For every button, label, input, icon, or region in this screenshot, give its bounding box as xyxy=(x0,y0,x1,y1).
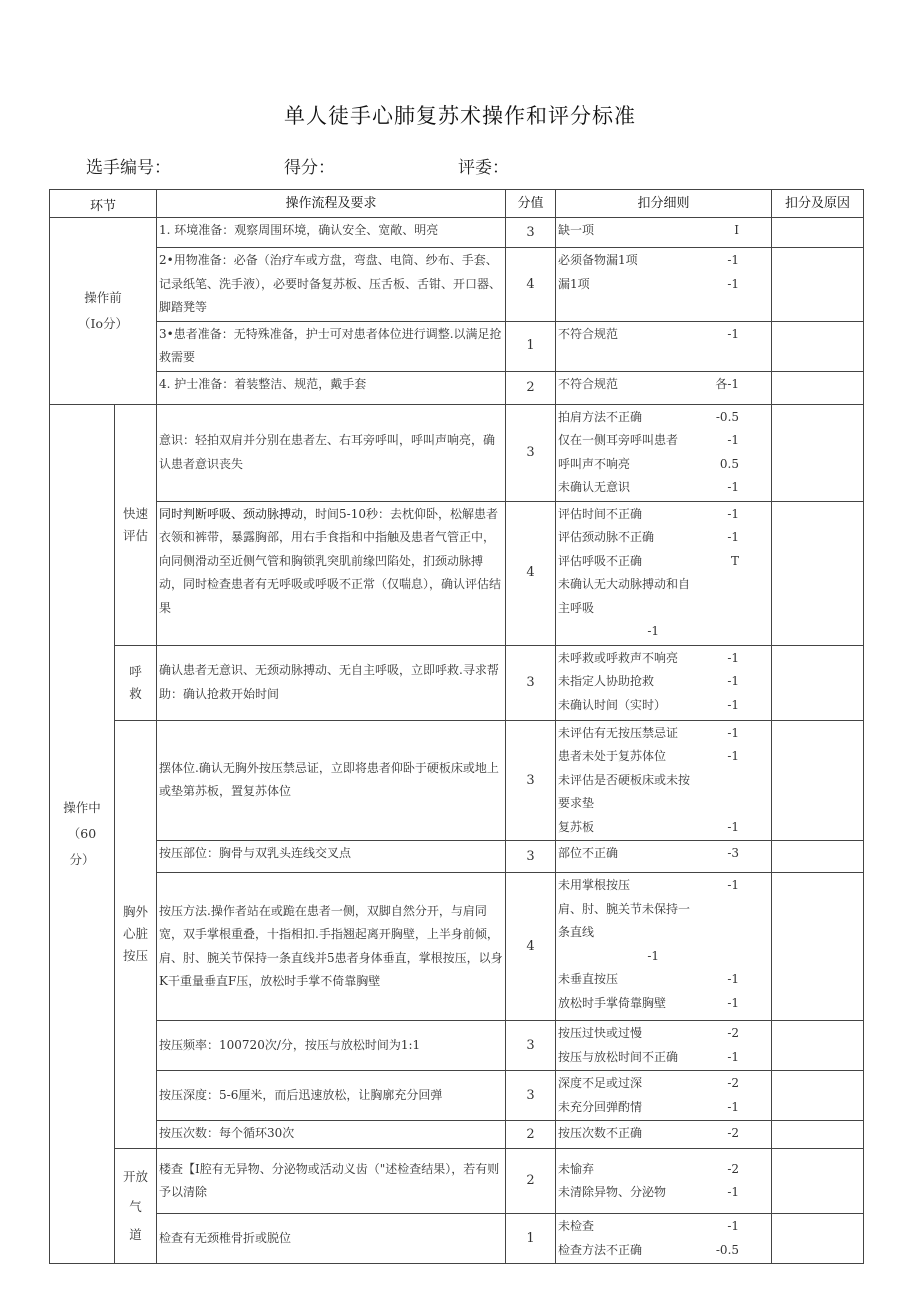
reason-cell xyxy=(772,1121,864,1149)
sub-chest-compression: 胸外 心脏 按压 xyxy=(115,720,157,1149)
table-header-row xyxy=(50,190,864,218)
reason-cell xyxy=(772,645,864,720)
score-label: 得分： xyxy=(284,158,335,178)
deduction-cell: 必须备物漏1项 -1 漏1项 -1 xyxy=(556,248,772,322)
requirement-cell: 4. 护士准备：着装整洁、规范，戴手套 xyxy=(157,371,506,404)
reason-cell xyxy=(772,873,864,1021)
sub-rapid-assessment: 快速 评估 xyxy=(115,404,157,645)
deduction-cell: 未检查 -1 检查方法不正确 -0.5 xyxy=(556,1214,772,1264)
requirement-cell: 同时判断呼吸、颈动脉搏动，时间5-10秒：去枕仰卧，松解患者衣领和裤带，暴露胸部，用右手食指和中指触及患者气管正中，向同侧滑动至近侧气管和胸锁乳突肌前缘凹陷处，扪颈动脉搏动，同时检查患者有无呼吸或呼吸不正常（仅喘息），确认评估结果 xyxy=(157,501,506,645)
requirement-cell: 按压方法.操作者站在或跪在患者一侧，双脚自然分开，与肩同宽，双手掌根重叠，十指相扣.手指翘起离开胸壁，上半身前倾，肩、肘、腕关节保持一条直线并5患者身体垂直，掌根按压，以身K干重量垂直F压，放松时手掌不倚靠胸壁 xyxy=(157,873,506,1021)
table-row xyxy=(50,1071,864,1121)
points-cell: 3 xyxy=(506,1021,556,1071)
deduction-cell: 缺一项 I xyxy=(556,218,772,248)
deduction-cell: 未愉弃 -2 未清除异物、分泌物 -1 xyxy=(556,1149,772,1214)
col-stage: 环节 xyxy=(50,190,157,218)
requirement-cell: 摆体位.确认无胸外按压禁忌证，立即将患者仰卧于硬板床或地上或垫第苏板，置复苏体位 xyxy=(157,720,506,841)
reason-cell xyxy=(772,371,864,404)
reason-cell xyxy=(772,841,864,873)
reason-cell xyxy=(772,218,864,248)
points-cell: 4 xyxy=(506,501,556,645)
reason-cell xyxy=(772,321,864,371)
table-row xyxy=(50,645,864,720)
col-points: 分值 xyxy=(506,190,556,218)
table-row xyxy=(50,873,864,1021)
reason-cell xyxy=(772,1071,864,1121)
points-cell: 3 xyxy=(506,1071,556,1121)
table-row xyxy=(50,1214,864,1264)
phase-before: 操作前 （Io分） xyxy=(50,218,157,405)
requirement-cell: 按压频率：100720次/分，按压与放松时间为1:1 xyxy=(157,1021,506,1071)
reason-cell xyxy=(772,720,864,841)
points-cell: 3 xyxy=(506,720,556,841)
deduction-cell: 未评估有无按压禁忌证 -1 患者未处于复苏体位 -1 未评估是否硬板床或未按要求垫 复苏板 -1 xyxy=(556,720,772,841)
col-reason: 扣分及原因 xyxy=(772,190,864,218)
table-row xyxy=(50,321,864,371)
requirement-cell: 3•患者准备：无特殊准备，护士可对患者体位进行调整.以满足抢救需要 xyxy=(157,321,506,371)
judge-label: 评委： xyxy=(458,158,509,178)
table-row xyxy=(50,1149,864,1214)
reason-cell xyxy=(772,248,864,322)
deduction-cell: 深度不足或过深 -2 未充分回弹酌情 -1 xyxy=(556,1071,772,1121)
deduction-cell: 未用掌根按压 -1 肩、肘、腕关节未保持一条直线 -1 未垂直按压 -1 放松时手掌倚靠胸壁 -1 xyxy=(556,873,772,1021)
col-deduction: 扣分细则 xyxy=(556,190,772,218)
table-row xyxy=(50,371,864,404)
points-cell: 2 xyxy=(506,1149,556,1214)
points-cell: 3 xyxy=(506,404,556,501)
sub-call-for-help: 呼 救 xyxy=(115,645,157,720)
reason-cell xyxy=(772,1149,864,1214)
bold-requirement: 同时判断呼吸、颈动脉搏动 xyxy=(159,506,304,521)
requirement-cell: 确认患者无意识、无颈动脉搏动、无自主呼吸，立即呼救.寻求帮助：确认抢救开始时间 xyxy=(157,645,506,720)
table-row xyxy=(50,218,864,248)
deduction-cell: 不符合规范 各-1 xyxy=(556,371,772,404)
requirement-cell: 按压部位：胸骨与双乳头连线交叉点 xyxy=(157,841,506,873)
table-row xyxy=(50,248,864,322)
table-row xyxy=(50,501,864,645)
points-cell: 4 xyxy=(506,248,556,322)
page-title: 单人徒手心肺复苏术操作和评分标准 xyxy=(284,104,636,128)
requirement-cell: 检查有无颈椎骨折或脱位 xyxy=(157,1214,506,1264)
reason-cell xyxy=(772,1214,864,1264)
table-row xyxy=(50,841,864,873)
points-cell: 3 xyxy=(506,645,556,720)
points-cell: 1 xyxy=(506,321,556,371)
reason-cell xyxy=(772,1021,864,1071)
table-row xyxy=(50,720,864,841)
points-cell: 3 xyxy=(506,218,556,248)
reason-cell xyxy=(772,501,864,645)
requirement-cell: 1. 环境准备：观察周围环境，确认安全、宽敞、明亮 xyxy=(157,218,506,248)
scoring-table xyxy=(49,189,864,1264)
reason-cell xyxy=(772,404,864,501)
requirement-cell: 按压深度：5-6厘米，而后迅速放松，让胸廓充分回弹 xyxy=(157,1071,506,1121)
deduction-cell: 按压过快或过慢 -2 按压与放松时间不正确 -1 xyxy=(556,1021,772,1071)
points-cell: 4 xyxy=(506,873,556,1021)
table-row xyxy=(50,1121,864,1149)
deduction-cell: 未呼救或呼救声不响亮 -1 未指定人协助抢救 -1 未确认时间（实时） -1 xyxy=(556,645,772,720)
col-process: 操作流程及要求 xyxy=(157,190,506,218)
contestant-number-label: 选手编号： xyxy=(86,158,171,178)
deduction-cell: 不符合规范 -1 xyxy=(556,321,772,371)
points-cell: 1 xyxy=(506,1214,556,1264)
phase-during: 操作中 （60 分） xyxy=(50,404,115,1264)
points-cell: 2 xyxy=(506,1121,556,1149)
table-row xyxy=(50,404,864,501)
requirement-cell: 按压次数：每个循环30次 xyxy=(157,1121,506,1149)
table-row xyxy=(50,1021,864,1071)
deduction-cell: 部位不正确 -3 xyxy=(556,841,772,873)
points-cell: 3 xyxy=(506,841,556,873)
requirement-cell: 2•用物准备：必备（治疗车或方盘，弯盘、电筒、纱布、手套、记录纸笔、洗手液），必要时备复苏板、压舌板、舌钳、开口器、脚踏凳等 xyxy=(157,248,506,322)
points-cell: 2 xyxy=(506,371,556,404)
deduction-cell: 拍肩方法不正确 -0.5 仅在一侧耳旁呼叫患者 -1 呼叫声不响亮 0.5 未确认无意识 -1 xyxy=(556,404,772,501)
requirement-cell: 楼查【I腔有无异物、分泌物或活动义齿（"述检查结果），若有则予以清除 xyxy=(157,1149,506,1214)
deduction-cell: 按压次数不正确 -2 xyxy=(556,1121,772,1149)
requirement-cell: 意识：轻拍双肩并分别在患者左、右耳旁呼叫，呼叫声响亮，确认患者意识丧失 xyxy=(157,404,506,501)
deduction-cell: 评估时间不正确 -1 评估颈动脉不正确 -1 评估呼吸不正确 T 未确认无大动脉搏动和自主呼吸 -1 xyxy=(556,501,772,645)
sub-open-airway: 开放 气 道 xyxy=(115,1149,157,1264)
